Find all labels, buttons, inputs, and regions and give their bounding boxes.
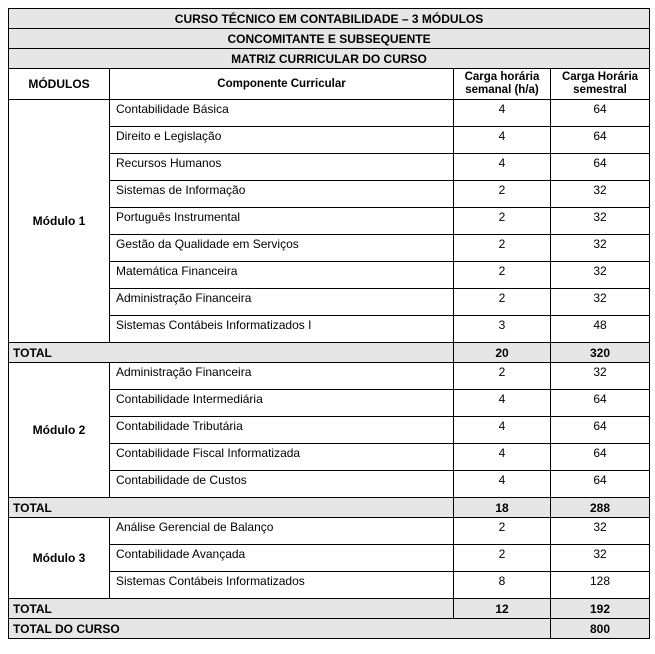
weekly-hours-cell: 2 bbox=[454, 235, 551, 262]
total-weekly-hours: 20 bbox=[454, 343, 551, 363]
course-total-row bbox=[9, 619, 650, 639]
table-row bbox=[9, 518, 650, 545]
weekly-hours-cell: 4 bbox=[454, 444, 551, 471]
semester-hours-cell: 32 bbox=[551, 262, 650, 289]
semester-hours-cell: 64 bbox=[551, 154, 650, 181]
component-cell: Matemática Financeira bbox=[110, 262, 454, 289]
component-cell: Direito e Legislação bbox=[110, 127, 454, 154]
semester-hours-cell: 32 bbox=[551, 181, 650, 208]
component-cell: Administração Financeira bbox=[110, 363, 454, 390]
table-row bbox=[9, 363, 650, 390]
component-cell: Administração Financeira bbox=[110, 289, 454, 316]
semester-hours-cell: 32 bbox=[551, 235, 650, 262]
weekly-hours-cell: 2 bbox=[454, 289, 551, 316]
semester-hours-cell: 64 bbox=[551, 127, 650, 154]
component-cell: Contabilidade Intermediária bbox=[110, 390, 454, 417]
weekly-hours-cell: 2 bbox=[454, 208, 551, 235]
semester-hours-cell: 64 bbox=[551, 417, 650, 444]
module-label: Módulo 3 bbox=[9, 518, 110, 599]
header-carga-semanal-line1: Carga horária bbox=[464, 71, 540, 83]
weekly-hours-cell: 4 bbox=[454, 154, 551, 181]
header-modulos: MÓDULOS bbox=[9, 69, 110, 100]
header-carga-semanal bbox=[454, 69, 551, 100]
weekly-hours-cell: 2 bbox=[454, 262, 551, 289]
semester-hours-cell: 32 bbox=[551, 289, 650, 316]
component-cell: Contabilidade Básica bbox=[110, 100, 454, 127]
weekly-hours-cell: 4 bbox=[454, 100, 551, 127]
weekly-hours-cell: 2 bbox=[454, 181, 551, 208]
header-componente: Componente Curricular bbox=[110, 69, 454, 100]
weekly-hours-cell: 4 bbox=[454, 471, 551, 498]
semester-hours-cell: 48 bbox=[551, 316, 650, 343]
total-semester-hours: 192 bbox=[551, 599, 650, 619]
weekly-hours-cell: 2 bbox=[454, 363, 551, 390]
total-semester-hours: 320 bbox=[551, 343, 650, 363]
course-total-label: TOTAL DO CURSO bbox=[9, 619, 551, 639]
component-cell: Sistemas Contábeis Informatizados I bbox=[110, 316, 454, 343]
module-label: Módulo 1 bbox=[9, 100, 110, 343]
weekly-hours-cell: 2 bbox=[454, 518, 551, 545]
course-title: CURSO TÉCNICO EM CONTABILIDADE – 3 MÓDULOS bbox=[9, 9, 650, 29]
course-total-semester-hours: 800 bbox=[551, 619, 650, 639]
semester-hours-cell: 32 bbox=[551, 363, 650, 390]
semester-hours-cell: 64 bbox=[551, 100, 650, 127]
total-weekly-hours: 18 bbox=[454, 498, 551, 518]
weekly-hours-cell: 4 bbox=[454, 417, 551, 444]
module-total-row bbox=[9, 498, 650, 518]
weekly-hours-cell: 3 bbox=[454, 316, 551, 343]
header-carga-semestral bbox=[551, 69, 650, 100]
semester-hours-cell: 64 bbox=[551, 390, 650, 417]
header-carga-semestral-line1: Carga Horária bbox=[561, 71, 639, 83]
component-cell: Contabilidade Tributária bbox=[110, 417, 454, 444]
header-carga-semestral-line2: semestral bbox=[573, 84, 627, 96]
component-cell: Recursos Humanos bbox=[110, 154, 454, 181]
course-subtitle: CONCOMITANTE E SUBSEQUENTE bbox=[9, 29, 650, 49]
semester-hours-cell: 32 bbox=[551, 518, 650, 545]
weekly-hours-cell: 4 bbox=[454, 390, 551, 417]
component-cell: Análise Gerencial de Balanço bbox=[110, 518, 454, 545]
semester-hours-cell: 64 bbox=[551, 444, 650, 471]
total-label: TOTAL bbox=[9, 498, 454, 518]
curriculum-table bbox=[8, 8, 650, 639]
component-cell: Contabilidade Avançada bbox=[110, 545, 454, 572]
semester-hours-cell: 64 bbox=[551, 471, 650, 498]
total-semester-hours: 288 bbox=[551, 498, 650, 518]
semester-hours-cell: 32 bbox=[551, 208, 650, 235]
module-total-row bbox=[9, 343, 650, 363]
total-weekly-hours: 12 bbox=[454, 599, 551, 619]
table-row bbox=[9, 100, 650, 127]
component-cell: Sistemas de Informação bbox=[110, 181, 454, 208]
semester-hours-cell: 32 bbox=[551, 545, 650, 572]
component-cell: Contabilidade de Custos bbox=[110, 471, 454, 498]
component-cell: Sistemas Contábeis Informatizados bbox=[110, 572, 454, 599]
weekly-hours-cell: 4 bbox=[454, 127, 551, 154]
component-cell: Gestão da Qualidade em Serviços bbox=[110, 235, 454, 262]
matrix-title: MATRIZ CURRICULAR DO CURSO bbox=[9, 49, 650, 69]
component-cell: Português Instrumental bbox=[110, 208, 454, 235]
module-label: Módulo 2 bbox=[9, 363, 110, 498]
component-cell: Contabilidade Fiscal Informatizada bbox=[110, 444, 454, 471]
total-label: TOTAL bbox=[9, 599, 454, 619]
weekly-hours-cell: 8 bbox=[454, 572, 551, 599]
weekly-hours-cell: 2 bbox=[454, 545, 551, 572]
semester-hours-cell: 128 bbox=[551, 572, 650, 599]
total-label: TOTAL bbox=[9, 343, 454, 363]
module-total-row bbox=[9, 599, 650, 619]
header-carga-semanal-line2: semanal (h/a) bbox=[465, 84, 539, 96]
